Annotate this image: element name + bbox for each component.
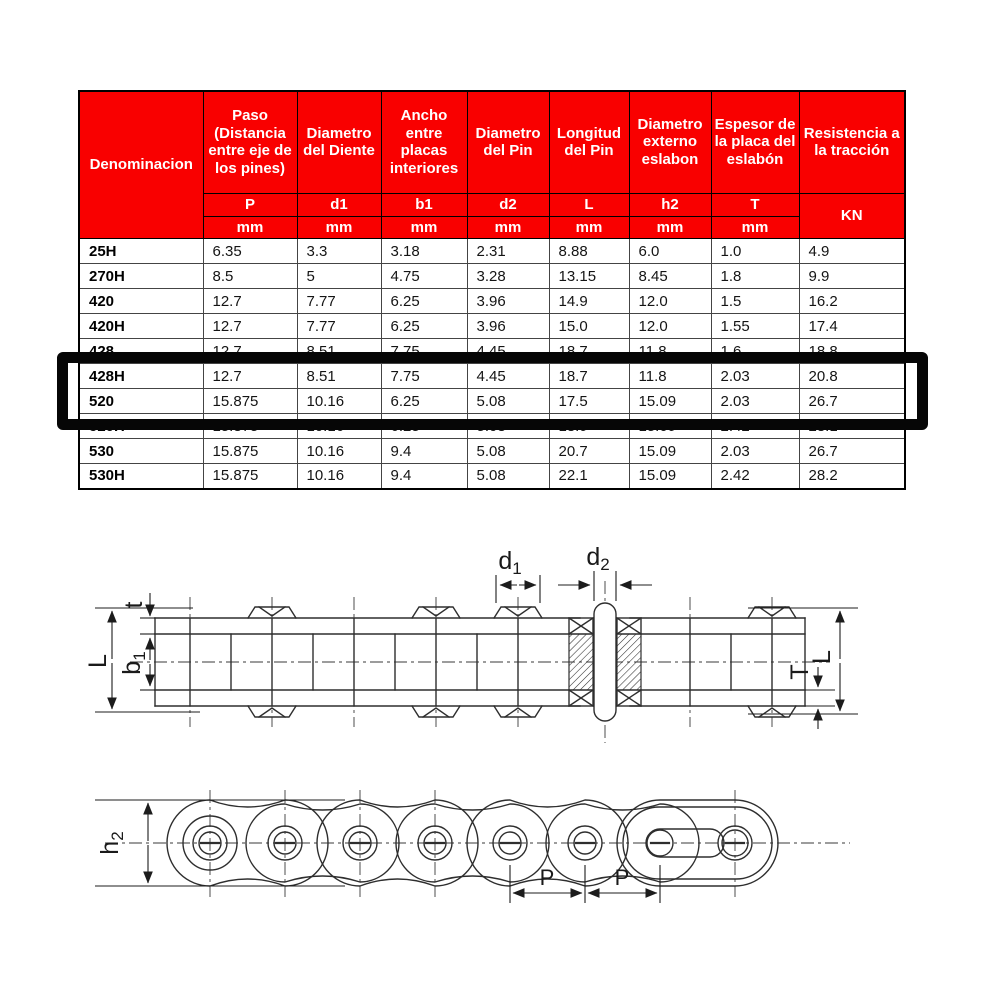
- cell: 6.35: [203, 239, 297, 264]
- cell: 9.4: [381, 464, 467, 489]
- col-header-diametro-externo: Diametro externo eslabon: [629, 91, 711, 193]
- dim-label-p1: P: [539, 865, 555, 890]
- table-row: [79, 314, 905, 339]
- cell: 2.42: [711, 414, 799, 439]
- col-header-diametro-diente: Diametro del Diente: [297, 91, 381, 193]
- cell: 1.0: [711, 239, 799, 264]
- dim-label-b1: $b_1$: [118, 651, 149, 675]
- cell: 15.875: [203, 389, 297, 414]
- row-name: 420H: [79, 314, 203, 339]
- table-row: [79, 464, 905, 489]
- cell: 5: [297, 264, 381, 289]
- row-name: 428: [79, 339, 203, 364]
- col-unit: mm: [297, 216, 381, 239]
- cell: 1.6: [711, 339, 799, 364]
- cell: 12.7: [203, 314, 297, 339]
- row-name: 428H: [79, 364, 203, 389]
- cell: 15.875: [203, 439, 297, 464]
- cell: 26.7: [799, 439, 905, 464]
- cell: 2.31: [467, 239, 549, 264]
- cell: 7.77: [297, 289, 381, 314]
- dim-label-l-left: L: [84, 654, 112, 668]
- col-header-diametro-pin: Diametro del Pin: [467, 91, 549, 193]
- cell: 12.7: [203, 289, 297, 314]
- cell: 6.25: [381, 414, 467, 439]
- row-name: 530H: [79, 464, 203, 489]
- col-header-resistencia: Resistencia a la tracción: [799, 91, 905, 193]
- col-header-denominacion: Denominacion: [79, 91, 203, 239]
- cell: 3.28: [467, 264, 549, 289]
- dim-label-d1: $d_1$: [498, 547, 522, 578]
- cell: 18.8: [799, 339, 905, 364]
- row-name: 420: [79, 289, 203, 314]
- cell: 15.875: [203, 464, 297, 489]
- cell: 11.8: [629, 364, 711, 389]
- cell: 5.08: [467, 414, 549, 439]
- cell: 15.0: [549, 314, 629, 339]
- col-header-espesor: Espesor de la placa del eslabón: [711, 91, 799, 193]
- cell: 5.08: [467, 464, 549, 489]
- col-symbol: h2: [629, 193, 711, 216]
- cell: 15.875: [203, 414, 297, 439]
- cell: 10.16: [297, 439, 381, 464]
- cell: 3.18: [381, 239, 467, 264]
- cell: 7.77: [297, 314, 381, 339]
- col-symbol-kn: KN: [799, 193, 905, 239]
- highlight-box-428h: [57, 352, 928, 430]
- row-name: 270H: [79, 264, 203, 289]
- cell: 9.4: [381, 439, 467, 464]
- cell: 1.5: [711, 289, 799, 314]
- cell: 28.1: [799, 414, 905, 439]
- col-unit: mm: [203, 216, 297, 239]
- cell: 3.96: [467, 289, 549, 314]
- cell: 2.03: [711, 389, 799, 414]
- cell: 10.16: [297, 414, 381, 439]
- chain-diagrams: [60, 545, 940, 985]
- cell: 3.96: [467, 314, 549, 339]
- cell: 10.16: [297, 464, 381, 489]
- cell: 7.75: [381, 339, 467, 364]
- col-symbol: T: [711, 193, 799, 216]
- cell: 8.51: [297, 364, 381, 389]
- cell: 15.09: [629, 439, 711, 464]
- row-name: 520H: [79, 414, 203, 439]
- cell: 11.8: [629, 339, 711, 364]
- dim-label-h2: $h_2$: [96, 831, 127, 855]
- cell: 8.45: [629, 264, 711, 289]
- cell: 4.45: [467, 339, 549, 364]
- cell: 8.88: [549, 239, 629, 264]
- cell: 3.3: [297, 239, 381, 264]
- cell: 22.1: [549, 464, 629, 489]
- cell: 10.16: [297, 389, 381, 414]
- cell: 15.09: [629, 389, 711, 414]
- cell: 7.75: [381, 364, 467, 389]
- cell: 6.0: [629, 239, 711, 264]
- cell: 18.9: [549, 414, 629, 439]
- cell: 2.03: [711, 439, 799, 464]
- cell: 1.55: [711, 314, 799, 339]
- col-symbol: P: [203, 193, 297, 216]
- cell: 8.51: [297, 339, 381, 364]
- cell: 18.7: [549, 339, 629, 364]
- cell: 4.45: [467, 364, 549, 389]
- cell: 17.4: [799, 314, 905, 339]
- cell: 28.2: [799, 464, 905, 489]
- col-header-longitud-pin: Longitud del Pin: [549, 91, 629, 193]
- cell: 15.09: [629, 414, 711, 439]
- table-row: [79, 439, 905, 464]
- dim-label-d2: $d_2$: [586, 545, 610, 574]
- cell: 6.25: [381, 289, 467, 314]
- cell: 13.15: [549, 264, 629, 289]
- col-unit: mm: [467, 216, 549, 239]
- col-unit: mm: [629, 216, 711, 239]
- table-row: [79, 289, 905, 314]
- cell: 17.5: [549, 389, 629, 414]
- cell: 2.42: [711, 464, 799, 489]
- col-symbol: d2: [467, 193, 549, 216]
- cell: 5.08: [467, 389, 549, 414]
- cell: 6.25: [381, 389, 467, 414]
- dim-label-t-plate: T: [786, 664, 814, 680]
- cell: 26.7: [799, 389, 905, 414]
- col-unit: mm: [711, 216, 799, 239]
- cell: 12.7: [203, 339, 297, 364]
- row-name: 25H: [79, 239, 203, 264]
- col-symbol: b1: [381, 193, 467, 216]
- cell: 4.9: [799, 239, 905, 264]
- dim-label-t: t: [120, 601, 148, 609]
- cell: 20.8: [799, 364, 905, 389]
- col-header-ancho-placas: Ancho entre placas interiores: [381, 91, 467, 193]
- dim-label-p2: P: [614, 865, 630, 890]
- cell: 1.8: [711, 264, 799, 289]
- cell: 8.5: [203, 264, 297, 289]
- cell: 2.03: [711, 364, 799, 389]
- table-row: [79, 264, 905, 289]
- cell: 15.09: [629, 464, 711, 489]
- cell: 12.0: [629, 314, 711, 339]
- cell: 6.25: [381, 314, 467, 339]
- cell: 5.08: [467, 439, 549, 464]
- cell: 12.7: [203, 364, 297, 389]
- cell: 16.2: [799, 289, 905, 314]
- cell: 9.9: [799, 264, 905, 289]
- cell: 18.7: [549, 364, 629, 389]
- row-name: 520: [79, 389, 203, 414]
- col-unit: mm: [549, 216, 629, 239]
- cell: 20.7: [549, 439, 629, 464]
- col-unit: mm: [381, 216, 467, 239]
- cell: 14.9: [549, 289, 629, 314]
- table-row: [79, 239, 905, 264]
- chain-plan-view: [95, 790, 850, 903]
- col-symbol: L: [549, 193, 629, 216]
- col-symbol: d1: [297, 193, 381, 216]
- dim-label-l-right: L: [808, 650, 836, 664]
- cell: 12.0: [629, 289, 711, 314]
- cell: 4.75: [381, 264, 467, 289]
- col-header-paso: Paso (Distancia entre eje de los pines): [203, 91, 297, 193]
- pin-cross-section: [569, 603, 641, 721]
- chain-side-view: [84, 545, 858, 743]
- row-name: 530: [79, 439, 203, 464]
